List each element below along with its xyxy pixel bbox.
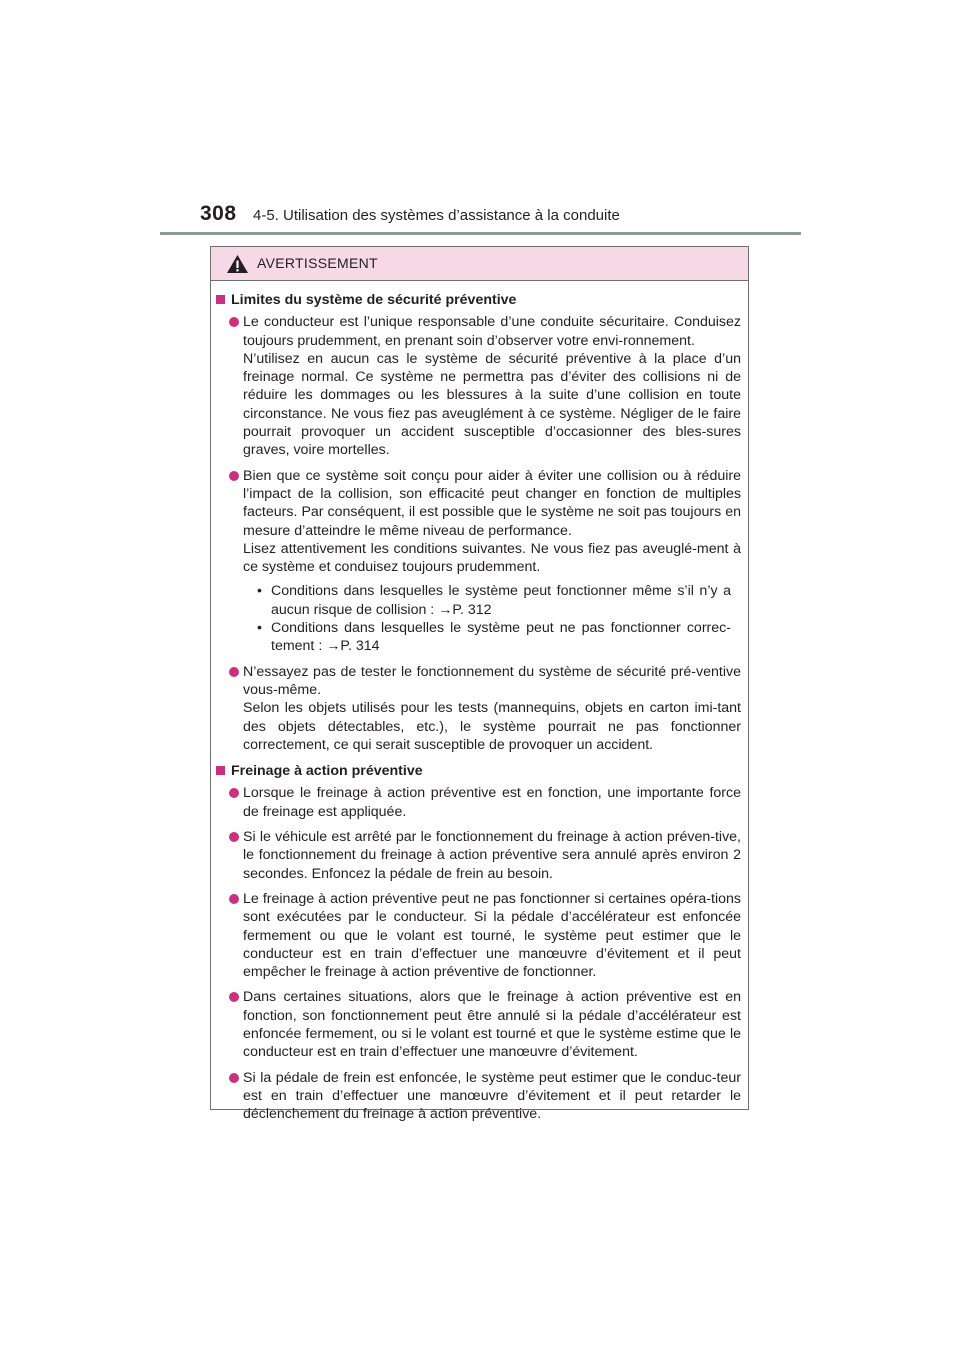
bullet-item — [215, 313, 741, 459]
bullet-paragraph: Si la pédale de frein est enfoncée, le système peut estimer que le conduc-teur est en train d’effectuer une manœuvre d’évitement et il peut retarder le déclenchement du freinage à action préventive. — [243, 1069, 741, 1123]
sub-item-text: Conditions dans lesquelles le système peut ne pas fonctionner correc-tement : — [271, 620, 731, 655]
sub-item-text: Conditions dans lesquelles le système peut fonctionner même s’il n’y a aucun risque de collision : — [271, 583, 731, 618]
round-bullet-icon — [229, 894, 239, 904]
sub-item — [243, 619, 741, 656]
page-reference-link[interactable]: →P. 312 — [438, 601, 492, 618]
sub-item — [243, 582, 741, 619]
bullet-paragraph: Bien que ce système soit conçu pour aider à éviter une collision ou à réduire l’impact de la collision, son efficacité peut changer en fonction de multiples facteurs. Par conséquent, il est possible que le système ne soit pas toujours en mesure d’atteindre le même niveau de performance. — [243, 467, 741, 539]
sub-bullet-mark: • — [257, 620, 262, 637]
bullet-item — [215, 784, 741, 821]
bullet-paragraph: Si le véhicule est arrêté par le fonctionnement du freinage à action préven-tive, le fonctionnement du freinage à action préventive sera annulé après environ 2 secondes. Enfoncez la pédale de frein au besoin. — [243, 829, 741, 882]
sub-bullet-mark: • — [257, 583, 262, 600]
round-bullet-icon — [229, 471, 239, 481]
round-bullet-icon — [229, 832, 239, 842]
sub-list — [243, 582, 741, 655]
bullet-paragraph: Le freinage à action préventive peut ne pas fonctionner si certaines opéra-tions sont exécutées par le conducteur. Si la pédale d’accélérateur est enfoncée fermement ou que le volant est tourné, le système peut estimer que le conducteur est en train d’effectuer une manœuvre d’évitement et il peut empêcher le freinage à action préventive de fonctionner. — [243, 890, 741, 981]
bullet-paragraph: Lisez attentivement les conditions suivantes. Ne vous fiez pas aveuglé-ment à ce système et conduisez toujours prudemment. — [243, 540, 741, 576]
square-bullet-icon — [216, 295, 225, 304]
page-reference-link[interactable]: →P. 314 — [326, 638, 380, 655]
bullet-item — [215, 988, 741, 1061]
warning-triangle-icon — [226, 254, 249, 274]
warning-title: AVERTISSEMENT — [257, 255, 378, 271]
bullet-paragraph: N’essayez pas de tester le fonctionnement du système de sécurité pré-ventive vous-même. — [243, 663, 741, 698]
bullet-item — [215, 890, 741, 981]
section-title: 4-5. Utilisation des systèmes d’assistance à la conduite — [253, 207, 620, 224]
section-heading-text: Freinage à action préventive — [231, 763, 423, 780]
round-bullet-icon — [229, 1073, 239, 1083]
round-bullet-icon — [229, 788, 239, 798]
section-heading-text: Limites du système de sécurité préventive — [231, 292, 517, 308]
bullet-item — [215, 663, 741, 754]
bullet-paragraph: Lorsque le freinage à action préventive est en fonction, une importante force de freinage est appliquée. — [243, 785, 741, 820]
section-heading — [215, 291, 741, 309]
page-header — [0, 0, 960, 236]
warning-body — [211, 281, 748, 1123]
bullet-item — [215, 1069, 741, 1124]
header-divider — [160, 232, 801, 235]
bullet-paragraph: Selon les objets utilisés pour les tests (mannequins, objets en carton imi-tant des objets détectables, etc.), le système pourrait ne pas fonctionner correctement, ce qui serait susceptible de provoquer un accident. — [243, 700, 741, 753]
section-heading — [215, 762, 741, 780]
round-bullet-icon — [229, 667, 239, 677]
bullet-paragraph: Le conducteur est l’unique responsable d’une conduite sécuritaire. Conduisez toujours prudemment, en prenant soin d’observer votre envi-ronnement. — [243, 314, 741, 349]
page-number: 308 — [200, 202, 237, 225]
warning-header — [211, 247, 748, 281]
bullet-paragraph: N’utilisez en aucun cas le système de sécurité préventive à la place d’un freinage normal. Ce système ne permettra pas d’éviter des collisions ni de réduire les dommages ou les blessures à la suite d’une collision en toute circonstance. Ne vous fiez pas aveuglément à ce système. Négliger de le faire pourrait provoquer un accident susceptible d’occasionner des bles-sures graves, voire mortelles. — [243, 350, 741, 459]
warning-box — [210, 246, 749, 1123]
bullet-paragraph: Dans certaines situations, alors que le freinage à action préventive est en fonction, son fonctionnement peut être annulé si la pédale d’accélérateur est enfoncée fermement, ou si le volant est tourné et que le système estime que le conducteur est en train d’effectuer une manœuvre d’évitement. — [243, 989, 741, 1061]
round-bullet-icon — [229, 992, 239, 1002]
round-bullet-icon — [229, 317, 239, 327]
bullet-item — [215, 467, 741, 656]
square-bullet-icon — [216, 766, 225, 775]
bullet-item — [215, 828, 741, 883]
